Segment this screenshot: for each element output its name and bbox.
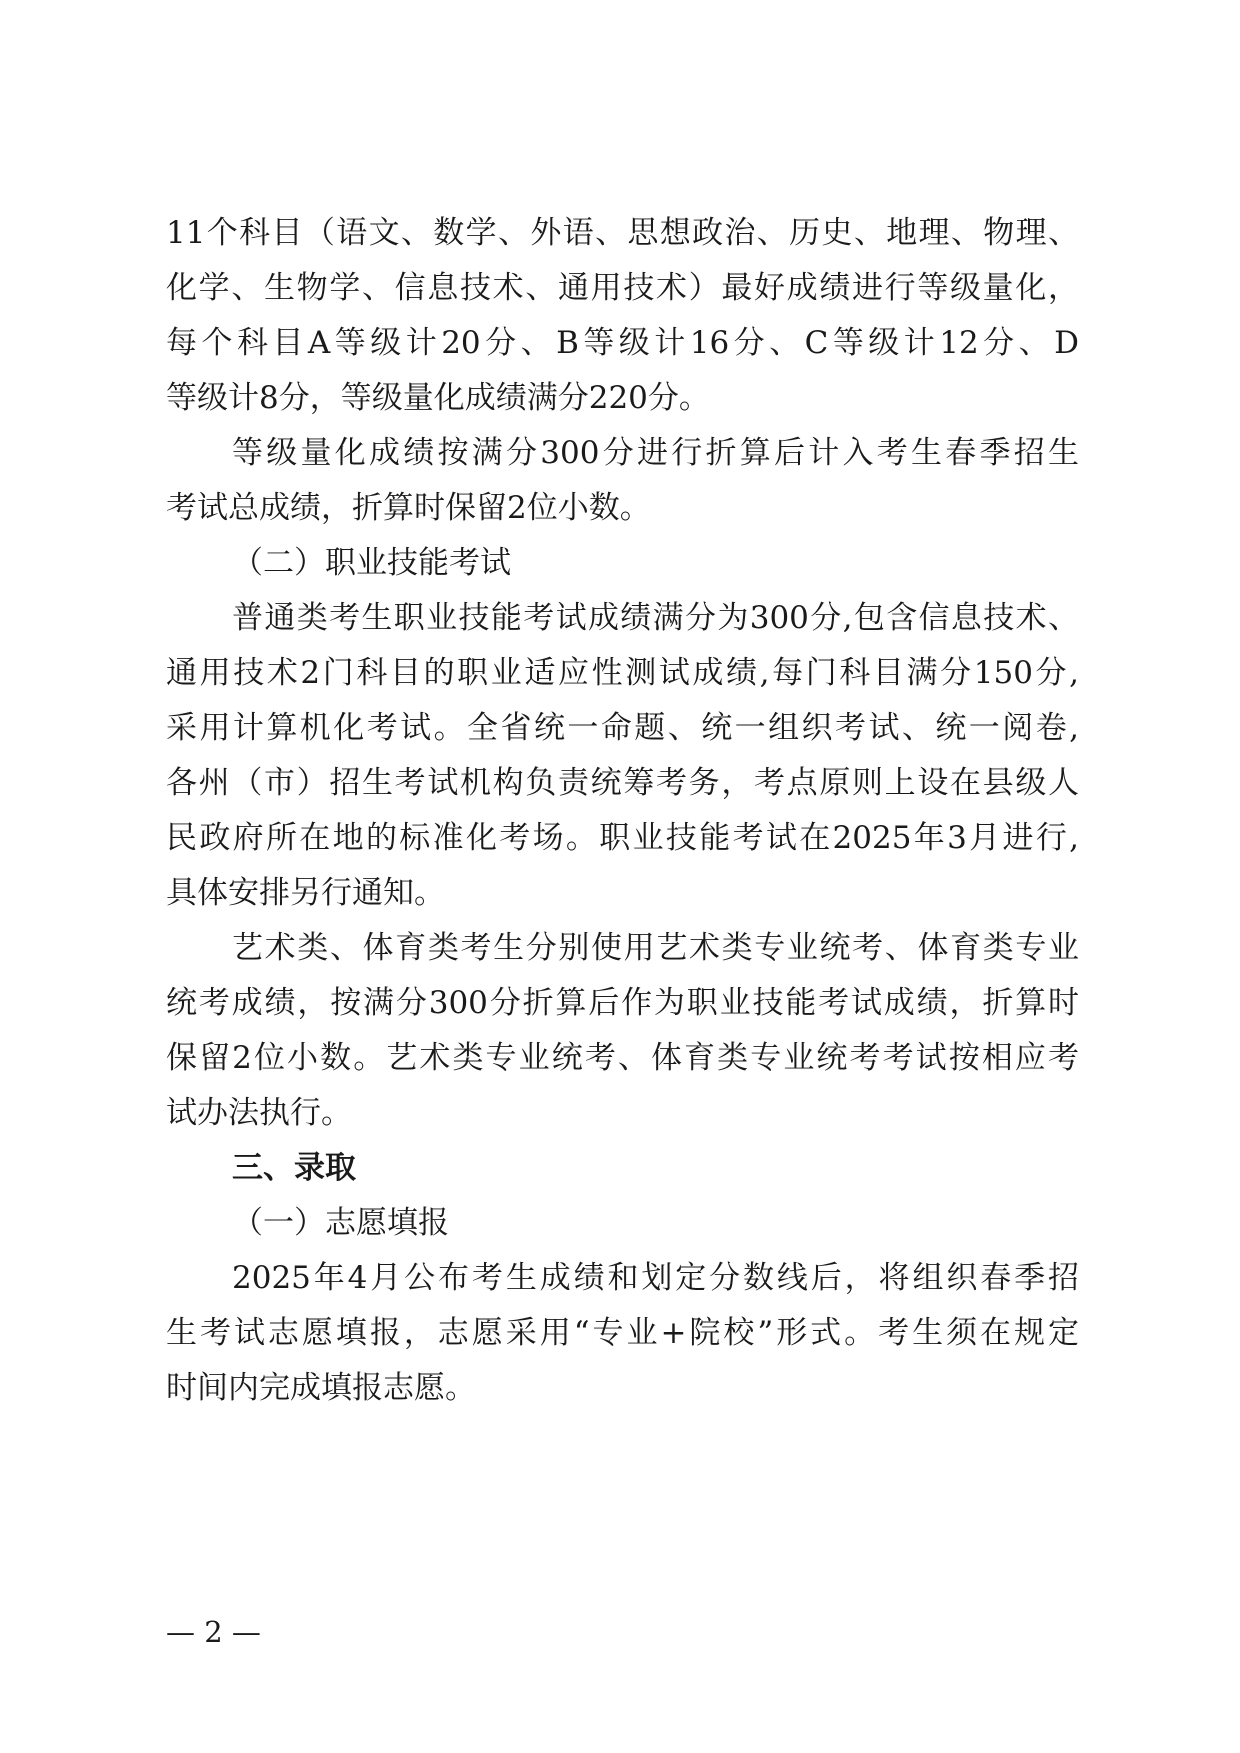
body-text-line: 11个科目（语文、数学、外语、思想政治、历史、地理、物理、 bbox=[166, 215, 1079, 251]
body-text-line: 民政府所在地的标准化考场。职业技能考试在2025年3月进行, bbox=[166, 820, 1079, 856]
section-subheading: （二）职业技能考试 bbox=[232, 545, 511, 581]
body-text-line: 艺术类、体育类考生分别使用艺术类专业统考、体育类专业 bbox=[232, 930, 1079, 966]
body-text-line: 等级量化成绩按满分300分进行折算后计入考生春季招生 bbox=[232, 435, 1079, 471]
body-text-line: 化学、生物学、信息技术、通用技术）最好成绩进行等级量化， bbox=[166, 270, 1079, 306]
body-text-line: 时间内完成填报志愿。 bbox=[166, 1370, 476, 1406]
body-text-line: 普通类考生职业技能考试成绩满分为300分,包含信息技术、 bbox=[232, 600, 1079, 636]
body-text-line: 2025年4月公布考生成绩和划定分数线后，将组织春季招 bbox=[232, 1260, 1079, 1296]
body-text-line: 各州（市）招生考试机构负责统筹考务，考点原则上设在县级人 bbox=[166, 765, 1079, 801]
page-number: — 2 — bbox=[166, 1615, 261, 1649]
body-text-line: 生考试志愿填报，志愿采用“专业+院校”形式。考生须在规定 bbox=[166, 1315, 1079, 1351]
section-subheading: （一）志愿填报 bbox=[232, 1205, 449, 1241]
body-text-line: 具体安排另行通知。 bbox=[166, 875, 445, 911]
body-text-line: 采用计算机化考试。全省统一命题、统一组织考试、统一阅卷, bbox=[166, 710, 1079, 746]
body-text-line: 等级计8分，等级量化成绩满分220分。 bbox=[166, 380, 710, 416]
section-heading: 三、录取 bbox=[232, 1150, 356, 1186]
body-text-line: 考试总成绩，折算时保留2位小数。 bbox=[166, 490, 651, 526]
body-text-line: 试办法执行。 bbox=[166, 1095, 352, 1131]
body-text-line: 通用技术2门科目的职业适应性测试成绩,每门科目满分150分, bbox=[166, 655, 1079, 691]
body-text-line: 保留2位小数。艺术类专业统考、体育类专业统考考试按相应考 bbox=[166, 1040, 1079, 1076]
body-text-line: 统考成绩，按满分300分折算后作为职业技能考试成绩，折算时 bbox=[166, 985, 1079, 1021]
body-text-line: 每个科目A等级计20分、B等级计16分、C等级计12分、D bbox=[166, 325, 1079, 361]
